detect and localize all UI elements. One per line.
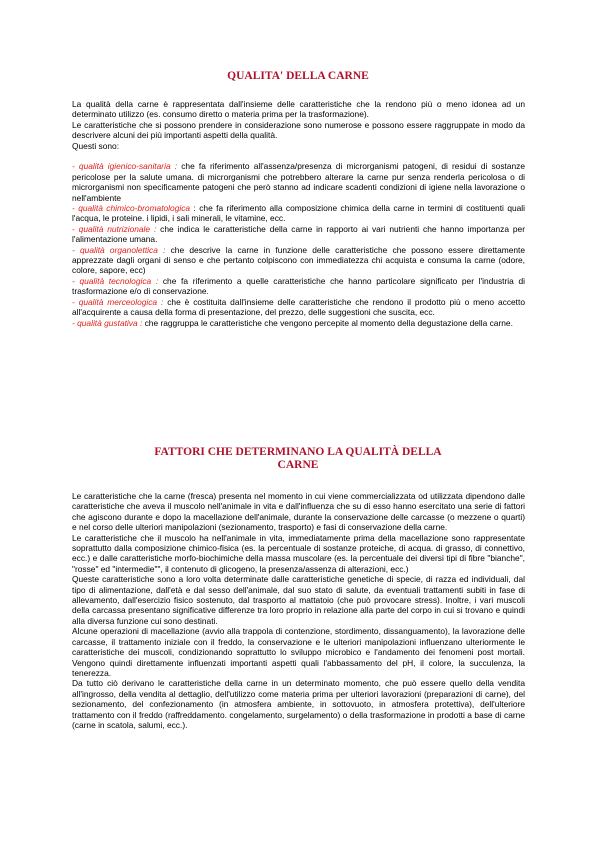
quality-description: che raggruppa le caratteristiche che vengono percepite al momento della degustazione della carne.: [142, 317, 513, 328]
intro-paragraph: Questi sono:: [72, 140, 120, 151]
quality-term: - qualità tecnologica :: [72, 275, 159, 286]
section-title-qualita: QUALITA' DELLA CARNE: [227, 70, 369, 82]
quality-description: che fa riferimento all'assenza/presenza di microrganismi patogeni, di residui di sostanze pericolose per la salute umana. di microrganismi che potrebbero alterare la carne pur senza renderla pericolosa o di microrganismi non specificamente patogeni che però stanno ad indicare scadenti condizioni di igiene nella lavorazione o nell'ambiente: [72, 161, 525, 203]
intro-paragraph: La qualità della carne è rappresentata dall'insieme delle caratteristiche che la rendono più o meno idonea ad un determinato utilizzo (es. consumo diretto o materia prima per la trasformazione).: [72, 99, 525, 120]
body-paragraph: Le caratteristiche che il muscolo ha nell'animale in vita, immediatamente prima della macellazione sono rappresentate soprattutto dalla composizione chimico-fisica (es. la percentuale di sostanze proteiche, di acqua. di grasso, di connettivo, ecc.) e dalle caratteristiche morfo-biochimiche della massa muscolare (es. la percentuale dei diversi tipi di fibre "bianche", "rosse" ed "intermedie"", il contenuto di glicogeno, la presenza/assenza di alterazioni, ecc.): [72, 532, 525, 574]
quality-item: [72, 297, 525, 318]
body-paragraph: Alcune operazioni di macellazione (avvio alla trappola di contenzione, stordimento, dissanguamento), la lavorazione delle carcasse, il trattamento iniziale con il freddo, la conservazione e le ulteriori manipolazioni influenzano ulteriormente le caratteristiche dei muscoli, condizionando soprattutto lo sviluppo microbico e l'andamento dei fenomeni post mortali. Vengono quindi direttamente influenzati importanti aspetti quali l'abbassamento del pH, il colore, la succulenza, la tenerezza.: [72, 626, 525, 678]
quality-description: che descrive la carne in funzione delle caratteristiche che possono essere direttamente apprezzate dagli organi di senso e che pertanto colpiscono con immediatezza chi acquista e consuma la carne (odore, colore, sapore, ecc): [72, 244, 526, 276]
body-paragraph: Da tutto ciò derivano le caratteristiche della carne in un determinato momento, che può essere quello della vendita all'ingrosso, della vendita al dettaglio, dell'utilizzo come materia prima per ulteriori lavorazioni (preparazioni di carne), del sezionamento, del confezionamento (in atmosfera ambiente, in sottovuoto, in atmosfera protettiva), dell'ulteriore trattamento con il freddo (raffreddamento. congelamento, surgelamento) o della trasformazione in prodotti a base di carne (carne in scatola, salumi, ecc.).: [72, 678, 525, 730]
quality-item: [72, 318, 525, 328]
body-paragraph: Le caratteristiche che la carne (fresca) presenta nel momento in cui viene commercializzata od utilizzata dipendono dalle caratteristiche che aveva il muscolo nell'animale in vita e dall'influenza che su di esso hanno esercitato una serie di fattori che agiscono durante e dopo la macellazione dell'animale, durante la conservazione delle carcasse (o mezzene o quarti) e nel corso delle ulteriori manipolazioni (sezionamento, trasporto) e fasi di conservazione della carne.: [72, 491, 525, 533]
quality-term: - qualità igienico-sanitaria :: [72, 161, 178, 172]
section-qualita-body: [72, 99, 525, 328]
section-title-line: CARNE: [277, 459, 319, 471]
quality-item: [72, 203, 525, 224]
quality-description: che fa riferimento a quelle caratteristiche che hanno particolare significato per l'industria di trasformazione e/o di conservazione.: [72, 275, 525, 297]
quality-term: - qualità chimico-bromatologica: [72, 203, 191, 214]
quality-item: [72, 276, 525, 297]
quality-description: che è costituita dall'insieme delle caratteristiche che rendono il prodotto più o meno accetto all'acquirente a causa della forma di presentazione, del prezzo, delle suggestioni che suscita, ecc.: [72, 296, 525, 318]
body-paragraph: Queste caratteristiche sono a loro volta determinate dalle caratteristiche genetiche di specie, di razza ed individuali, dal tipo di alimentazione, dall'età e dal sesso dell'animale, dal suo stato di salute, da eventuali trattamenti subiti in fase di allevamento, dall'esercizio fisico sostenuto, dal trasporto al mattatoio (che può provocare stress). Inoltre, i vari muscoli della carcassa presentano significative differenze tra loro proprio in relazione alla parte del corpo in cui si trovano e quindi alla diversa funzione cui sono destinati.: [72, 574, 525, 626]
intro-paragraph: Le caratteristiche che si possono prendere in considerazione sono numerose e possono essere raggruppate in modo da descrivere alcuni dei più importanti aspetti della qualità.: [72, 119, 525, 141]
quality-term: - qualità merceologica :: [72, 296, 164, 307]
quality-term: - qualità nutrizionale :: [72, 223, 157, 234]
quality-term: - qualità gustativa :: [72, 317, 143, 328]
section-title-fattori: [0, 446, 596, 472]
quality-description: che indica le caratteristiche della carne in rapporto ai vari nutrienti che hanno importanza per l'alimentazione umana.: [72, 223, 526, 245]
quality-item: [72, 161, 525, 203]
quality-item: [72, 224, 525, 245]
section-title-line: FATTORI CHE DETERMINANO LA QUALITÀ DELLA: [154, 446, 442, 458]
quality-term: - qualità organolettica :: [72, 244, 166, 255]
section-fattori-body: [72, 491, 525, 730]
quality-item: [72, 245, 525, 276]
quality-description: : che fa riferimento alla composizione chimica della carne in termini di costituenti quali l'acqua, le proteine. i lipidi, i sali minerali, le vitamine, ecc.: [72, 203, 526, 224]
